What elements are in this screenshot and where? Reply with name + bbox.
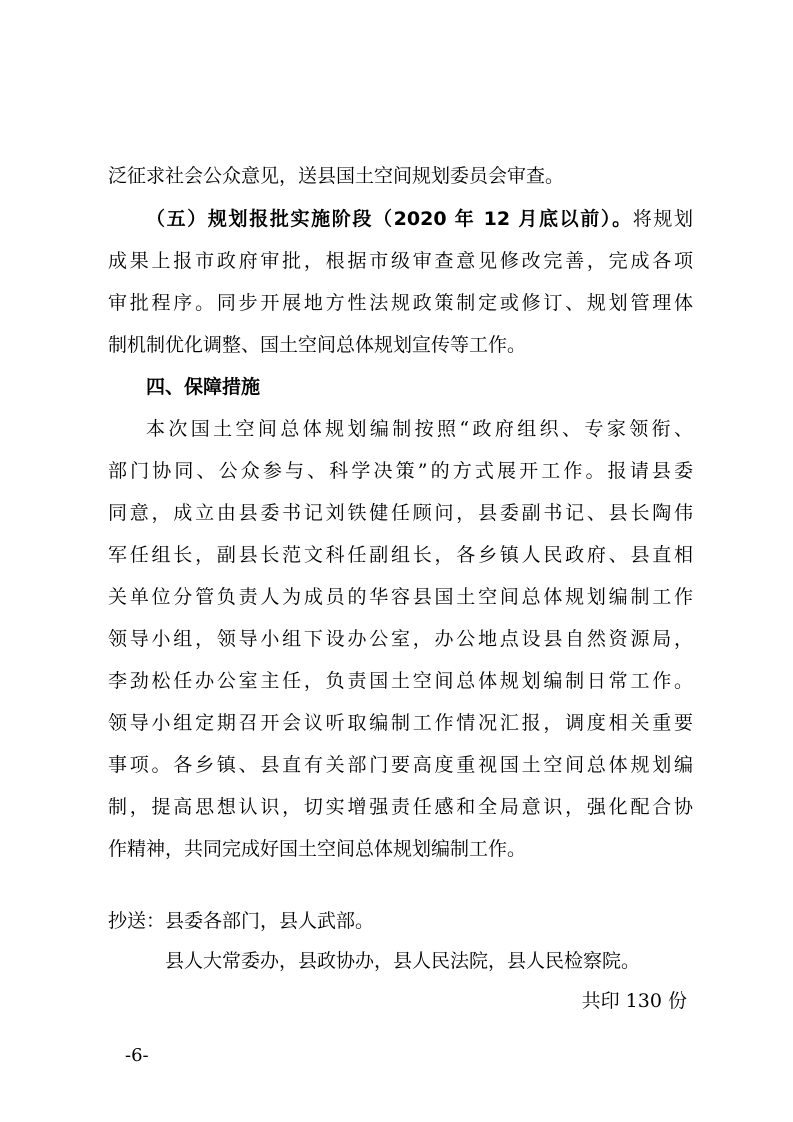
para-line: 领导小组定期召开会议听取编制工作情况汇报，调度相关重要 xyxy=(108,712,693,734)
para-line: 作精神，共同完成好国土空间总体规划编制工作。 xyxy=(108,838,527,860)
body-line: 泛征求社会公众意见，送县国土空间规划委员会审查。 xyxy=(108,165,565,187)
para-line: 制，提高思想认识，切实增强责任感和全局意识，强化配合协 xyxy=(108,796,693,818)
section-5-rest: 将规划 xyxy=(632,208,693,230)
para-line: 军任组长，副县长范文科任副组长，各乡镇人民政府、县直相 xyxy=(108,544,693,566)
body-line: 成果上报市政府审批，根据市级审查意见修改完善，完成各项 xyxy=(108,250,693,272)
para-line: 事项。各乡镇、县直有关部门要高度重视国土空间总体规划编 xyxy=(108,754,693,776)
section-5-title: （五）规划报批实施阶段（2020 年 12 月底以前）。 xyxy=(146,208,633,230)
body-line: 审批程序。同步开展地方性法规政策制定或修订、规划管理体 xyxy=(108,292,693,314)
para-line: 领导小组，领导小组下设办公室，办公地点设县自然资源局， xyxy=(108,628,693,650)
body-line: 制机制优化调整、国土空间总体规划宣传等工作。 xyxy=(108,334,527,356)
para-line: 部门协同、公众参与、科学决策”的方式展开工作。报请县委 xyxy=(108,460,693,482)
copies-count: 共印 130 份 xyxy=(581,990,687,1012)
section-5-line xyxy=(146,206,693,232)
section-heading: 四、保障措施 xyxy=(146,376,261,398)
cc-line: 县人大常委办，县政协办，县人民法院，县人民检察院。 xyxy=(165,950,641,972)
para-line: 同意，成立由县委书记刘铁健任顾问，县委副书记、县长陶伟 xyxy=(108,502,693,524)
para-line: 李劲松任办公室主任，负责国土空间总体规划编制日常工作。 xyxy=(108,670,693,692)
para-line: 关单位分管负责人为成员的华容县国土空间总体规划编制工作 xyxy=(108,586,693,608)
page-number: -6- xyxy=(125,1045,149,1066)
cc-line: 抄送：县委各部门，县人武部。 xyxy=(108,910,375,932)
para-line: 本次国土空间总体规划编制按照“政府组织、专家领衔、 xyxy=(146,418,693,440)
